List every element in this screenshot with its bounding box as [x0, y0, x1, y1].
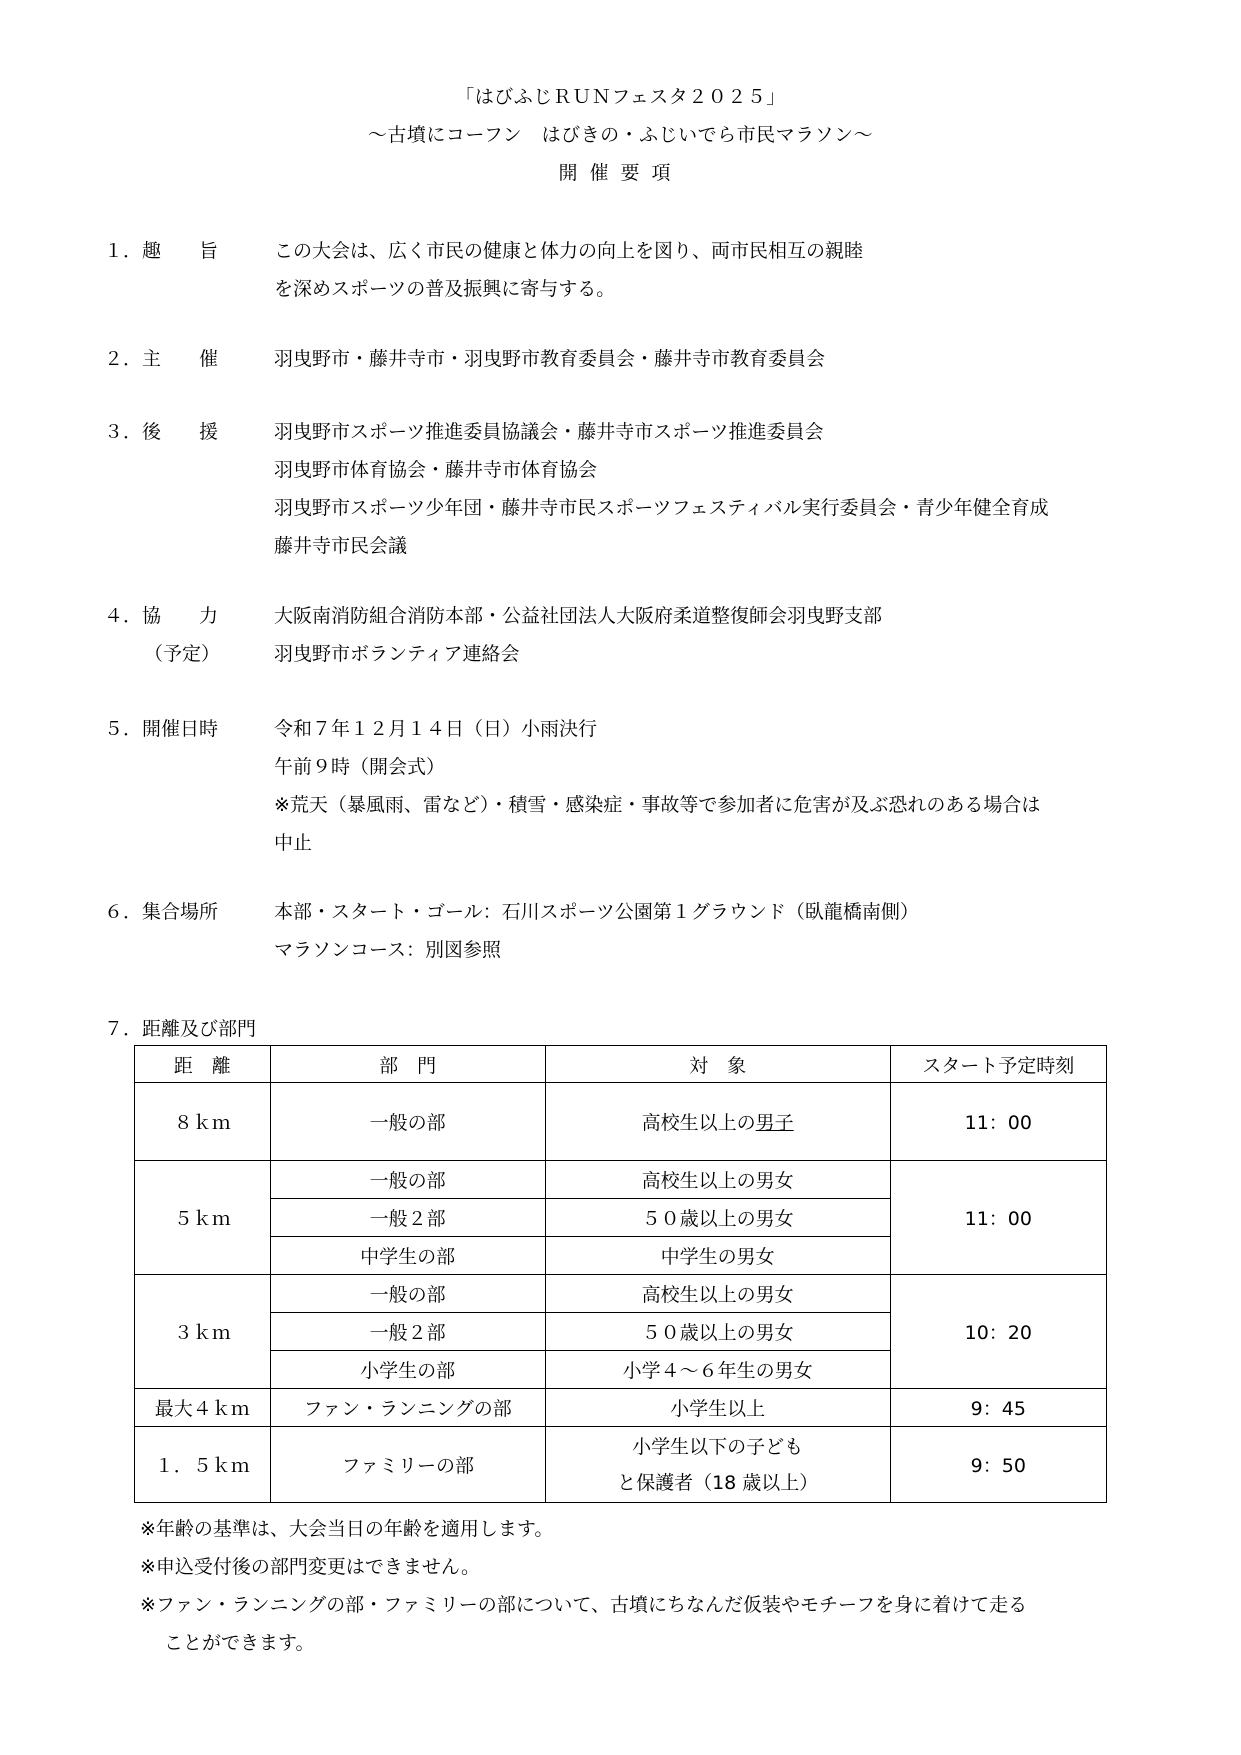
- target-cell: 中学生の男女: [545, 1237, 890, 1275]
- notes: [140, 1510, 1190, 1662]
- target-cell: 小学４～６年生の男女: [545, 1351, 890, 1389]
- section-text: 大阪南消防組合消防本部・公益社団法人大阪府柔道整復師会羽曳野支部: [274, 605, 883, 627]
- section-text: この大会は、広く市民の健康と体力の向上を図り、両市民相互の親睦: [274, 240, 864, 262]
- note-costume-cont: ことができます。: [164, 1632, 315, 1654]
- distance-cell: ３ｋｍ: [135, 1275, 271, 1389]
- target-cell: ５０歳以上の男女: [545, 1199, 890, 1237]
- division-cell: ファミリーの部: [270, 1427, 545, 1503]
- table-row: [135, 1083, 1107, 1161]
- section-distance-label: ７．距離及び部門: [104, 1018, 257, 1040]
- note-age: ※年齢の基準は、大会当日の年齢を適用します。: [140, 1518, 554, 1540]
- section-label: ５．開催日時: [104, 718, 219, 740]
- target-underlined-text: 男子: [755, 1112, 794, 1134]
- time-cell: 10：20: [890, 1275, 1106, 1389]
- table-header-row: [135, 1046, 1107, 1083]
- time-cell: 9：45: [890, 1389, 1106, 1427]
- time-cell: 11：00: [890, 1083, 1106, 1161]
- division-cell: ファン・ランニングの部: [270, 1389, 545, 1427]
- section-text: 藤井寺市民会議: [274, 535, 408, 557]
- section-label: ４．協 力: [104, 605, 219, 627]
- section-text: 午前９時（開会式）: [274, 756, 446, 778]
- section-text: 中止: [274, 832, 313, 854]
- division-cell: 一般の部: [270, 1275, 545, 1313]
- target-cell: ５０歳以上の男女: [545, 1313, 890, 1351]
- distance-cell: 最大４ｋｍ: [135, 1389, 271, 1427]
- distance-table: [134, 1045, 1107, 1503]
- target-text: と保護者（18 歳以上）: [617, 1471, 819, 1494]
- section-label: ６．集合場所: [104, 901, 219, 923]
- distance-cell: ８ｋｍ: [135, 1083, 271, 1161]
- target-text: 高校生以上の: [641, 1112, 756, 1134]
- section-label: ３．後 援: [104, 421, 219, 443]
- section-text: 令和７年１２月１４日（日）小雨決行: [274, 718, 598, 740]
- target-cell: [545, 1427, 890, 1503]
- table-row: [135, 1161, 1107, 1199]
- note-division-change: ※申込受付後の部門変更はできません。: [140, 1556, 481, 1578]
- table-row: [135, 1427, 1107, 1503]
- table-row: [135, 1275, 1107, 1313]
- division-cell: 小学生の部: [270, 1351, 545, 1389]
- table-row: [135, 1389, 1107, 1427]
- section-text: 羽曳野市スポーツ少年団・藤井寺市民スポーツフェスティバル実行委員会・青少年健全育成: [274, 497, 1049, 519]
- section-text: 羽曳野市ボランティア連絡会: [274, 643, 520, 665]
- target-cell: 小学生以上: [545, 1389, 890, 1427]
- section-text: マラソンコース：別図参照: [274, 939, 502, 961]
- division-cell: 一般の部: [270, 1161, 545, 1199]
- time-cell: 11：00: [890, 1161, 1106, 1275]
- section-text: 羽曳野市スポーツ推進委員協議会・藤井寺市スポーツ推進委員会: [274, 421, 824, 443]
- section-label: １．趣 旨: [104, 240, 219, 262]
- time-cell: 9：50: [890, 1427, 1106, 1503]
- event-title: 「はびふじＲＵＮフェスタ２０２５」: [455, 86, 786, 108]
- section-text: を深めスポーツの普及振興に寄与する。: [274, 278, 616, 300]
- header-division: 部 門: [270, 1046, 545, 1083]
- note-costume: ※ファン・ランニングの部・ファミリーの部について、古墳にちなんだ仮装やモチーフを身に着けて走る: [140, 1594, 1028, 1616]
- document-title: [0, 78, 1241, 192]
- header-distance: 距 離: [135, 1046, 271, 1083]
- section-text: 羽曳野市・藤井寺市・羽曳野市教育委員会・藤井寺市教育委員会: [274, 348, 826, 370]
- section-text: ※荒天（暴風雨、雷など）・積雪・感染症・事故等で参加者に危害が及ぶ恐れのある場合は: [274, 794, 1041, 816]
- division-cell: 一般２部: [270, 1199, 545, 1237]
- section-text: 本部・スタート・ゴール：石川スポーツ公園第１グラウンド（臥龍橋南側）: [274, 901, 919, 923]
- section-label: ２．主 催: [104, 348, 219, 370]
- target-text: 小学生以下の子ども: [632, 1435, 804, 1458]
- division-cell: 一般２部: [270, 1313, 545, 1351]
- header-start-time: スタート予定時刻: [890, 1046, 1106, 1083]
- event-subtitle: ～古墳にコーフン はびきの・ふじいでら市民マラソン～: [367, 124, 874, 146]
- distance-cell: １．５ｋｍ: [135, 1427, 271, 1503]
- distance-cell: ５ｋｍ: [135, 1161, 271, 1275]
- section-sublabel: （予定）: [144, 643, 221, 665]
- division-cell: 一般の部: [270, 1083, 545, 1161]
- section-text: 羽曳野市体育協会・藤井寺市体育協会: [274, 459, 598, 481]
- target-cell: 高校生以上の男女: [545, 1275, 890, 1313]
- target-cell: [545, 1083, 890, 1161]
- document-heading: 開催要項: [558, 162, 683, 184]
- division-cell: 中学生の部: [270, 1237, 545, 1275]
- target-cell: 高校生以上の男女: [545, 1161, 890, 1199]
- header-target: 対 象: [545, 1046, 890, 1083]
